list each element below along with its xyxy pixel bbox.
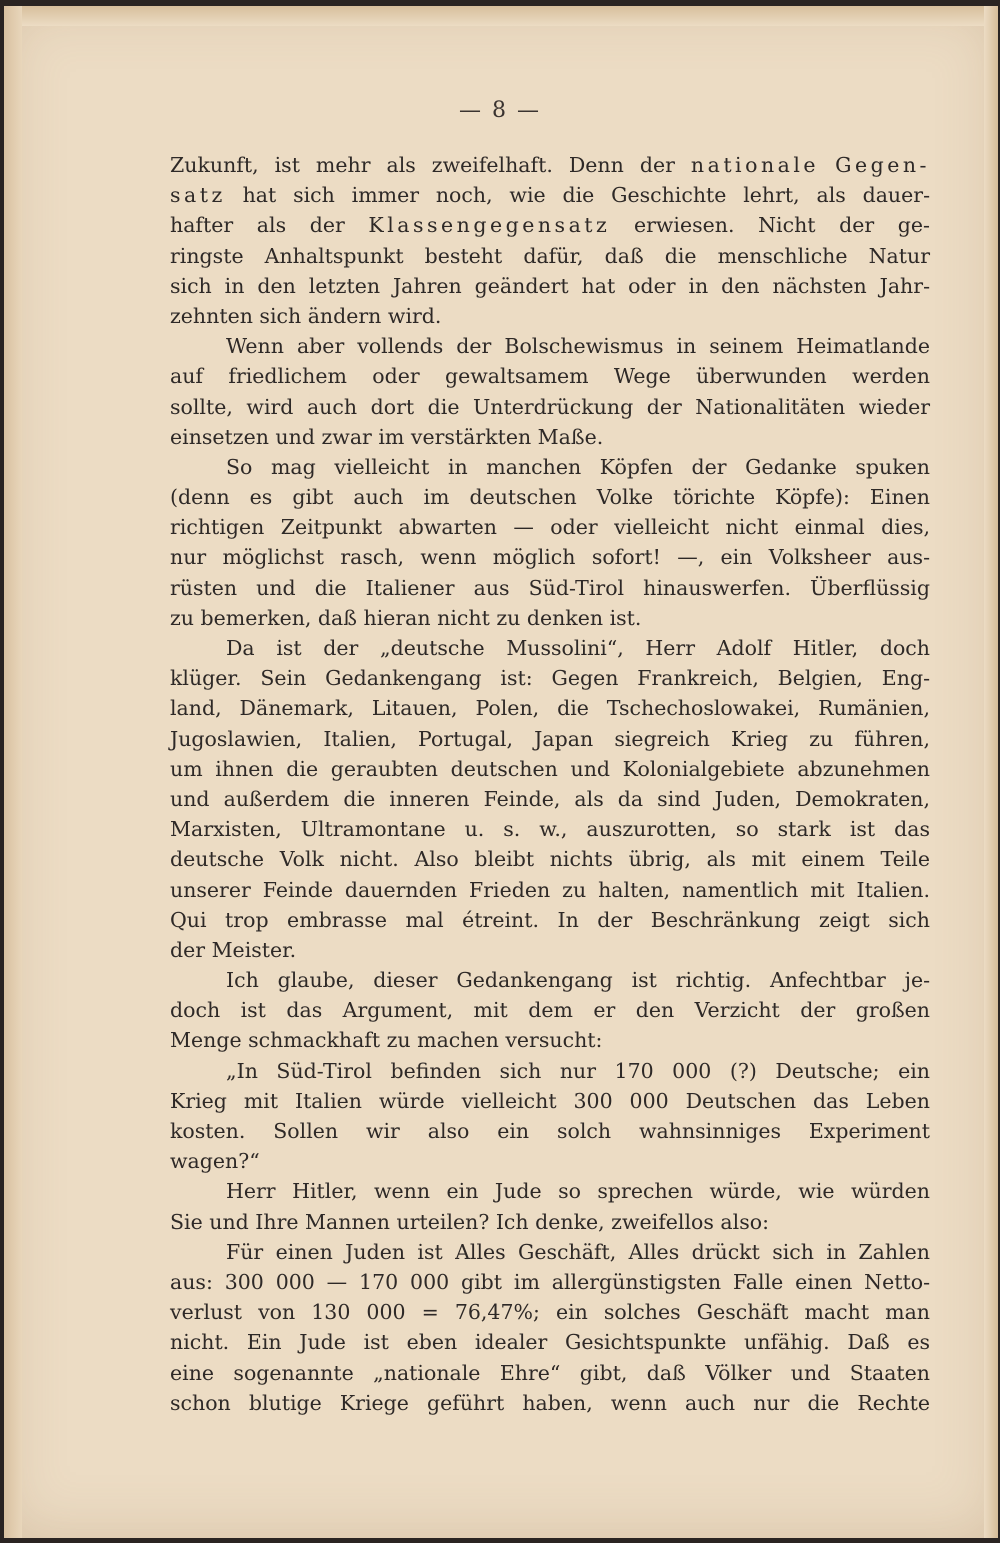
- text-line: [170, 754, 930, 784]
- text-segment: Für einen Juden ist Alles Geschäft, Alles drückt sich in Zahlen: [226, 1239, 930, 1264]
- text-segment: „In Süd-Tirol befinden sich nur 170 000 (?) Deutsche; ein: [226, 1058, 930, 1083]
- text-line: [170, 1116, 930, 1146]
- text-segment: doch ist das Argument, mit dem er den Verzicht der großen: [170, 998, 930, 1023]
- text-line: [170, 1358, 930, 1388]
- text-segment: schon blutige Kriege geführt haben, wenn auch nur die Rechte: [170, 1390, 930, 1415]
- page-right-edge: [984, 6, 998, 1538]
- text-line: [170, 452, 930, 482]
- text-line: [170, 905, 930, 935]
- text-segment: wagen?“: [170, 1149, 260, 1174]
- text-segment: Marxisten, Ultramontane u. s. w., auszurotten, so stark ist das: [170, 817, 930, 842]
- text-line: [170, 331, 930, 361]
- text-segment: und außerdem die inneren Feinde, als da sind Juden, Demokraten,: [170, 786, 930, 811]
- text-line: [170, 1237, 930, 1267]
- text-segment: deutsche Volk nicht. Also bleibt nichts übrig, als mit einem Teile: [170, 847, 930, 872]
- spaced-emphasis: Gegen-: [835, 153, 930, 177]
- text-segment: sollte, wird auch dort die Unterdrückung der Nationalitäten wieder: [170, 394, 930, 419]
- text-line: [170, 603, 930, 633]
- text-line: [170, 1056, 930, 1086]
- text-segment: klüger. Sein Gedankengang ist: Gegen Frankreich, Belgien, Eng-: [170, 666, 930, 691]
- text-line: [170, 1086, 930, 1116]
- text-segment: sich in den letzten Jahren geändert hat oder in den nächsten Jahr-: [170, 273, 930, 298]
- text-line: [170, 301, 930, 331]
- text-line: [170, 422, 930, 452]
- text-segment: hafter als der: [170, 213, 369, 238]
- text-segment: Jugoslawien, Italien, Portugal, Japan siegreich Krieg zu führen,: [170, 726, 930, 751]
- text-segment: nicht. Ein Jude ist eben idealer Gesichtspunkte unfähig. Daß es: [170, 1330, 930, 1355]
- text-segment: Ich glaube, dieser Gedankengang ist richtig. Anfechtbar je-: [226, 968, 930, 993]
- text-segment: [819, 153, 835, 177]
- text-line: [170, 180, 930, 210]
- text-line: [170, 1025, 930, 1055]
- text-line: [170, 1297, 930, 1327]
- text-line: [170, 241, 930, 271]
- text-segment: unserer Feinde dauernden Frieden zu halten, namentlich mit Italien.: [170, 877, 930, 902]
- text-segment: Da ist der „deutsche Mussolini“, Herr Adolf Hitler, doch: [226, 636, 930, 660]
- text-line: [170, 1207, 930, 1237]
- text-segment: Sie und Ihre Mannen urteilen? Ich denke, zweifellos also:: [170, 1209, 769, 1234]
- text-line: [170, 1267, 930, 1297]
- text-segment: kosten. Sollen wir also ein solch wahnsinniges Experiment: [170, 1119, 930, 1143]
- text-line: [170, 150, 930, 180]
- text-segment: nur möglichst rasch, wenn möglich sofort! —, ein Volksheer aus-: [170, 545, 930, 570]
- text-segment: zu bemerken, daß hieran nicht zu denken ist.: [170, 605, 642, 630]
- text-line: [170, 633, 930, 663]
- text-segment: rüsten und die Italiener aus Süd-Tirol hinauswerfen. Überflüssig: [170, 575, 930, 600]
- spaced-emphasis: Klassengegensatz: [368, 213, 611, 238]
- text-line: [170, 724, 930, 754]
- text-segment: Qui trop embrasse mal étreint. In der Beschränkung zeigt sich: [170, 907, 930, 932]
- text-segment: auf friedlichem oder gewaltsamem Wege überwunden werden: [170, 364, 930, 389]
- text-line: [170, 935, 930, 965]
- text-segment: aus: 300 000 — 170 000 gibt im allergünstigsten Falle einen Netto-: [170, 1269, 930, 1294]
- text-segment: richtigen Zeitpunkt abwarten — oder vielleicht nicht einmal dies,: [170, 515, 930, 540]
- text-line: [170, 512, 930, 542]
- page-number: — 8 —: [459, 98, 541, 123]
- text-line: [170, 814, 930, 844]
- text-segment: Menge schmackhaft zu machen versucht:: [170, 1028, 603, 1053]
- text-segment: eine sogenannte „nationale Ehre“ gibt, daß Völker und Staaten: [170, 1360, 930, 1385]
- page-left-edge: [4, 6, 22, 1538]
- text-segment: hat sich immer noch, wie die Geschichte lehrt, als dauer-: [225, 183, 930, 208]
- text-segment: um ihnen die geraubten deutschen und Kolonialgebiete abzunehmen: [170, 756, 930, 781]
- text-line: [170, 392, 930, 422]
- text-line: [170, 542, 930, 572]
- body-text: [170, 150, 930, 1418]
- text-segment: So mag vielleicht in manchen Köpfen der Gedanke spuken: [226, 454, 930, 479]
- text-segment: Wenn aber vollends der Bolschewismus in seinem Heimatlande: [226, 334, 930, 359]
- spaced-emphasis: satz: [170, 183, 226, 208]
- text-segment: ringste Anhaltspunkt besteht dafür, daß die menschliche Natur: [170, 243, 930, 268]
- text-segment: Zukunft, ist mehr als zweifelhaft. Denn der: [170, 153, 691, 177]
- text-line: [170, 1146, 930, 1176]
- text-line: [170, 1327, 930, 1357]
- text-line: [170, 784, 930, 814]
- page-top-edge: [4, 6, 998, 26]
- text-line: [170, 361, 930, 391]
- text-segment: (denn es gibt auch im deutschen Volke törichte Köpfe): Einen: [170, 485, 930, 510]
- text-line: [170, 482, 930, 512]
- spaced-emphasis: nationale: [690, 153, 820, 177]
- text-segment: der Meister.: [170, 937, 297, 962]
- text-segment: land, Dänemark, Litauen, Polen, die Tschechoslowakei, Rumänien,: [170, 696, 930, 721]
- text-line: [170, 693, 930, 723]
- text-line: [170, 1176, 930, 1206]
- text-segment: Herr Hitler, wenn ein Jude so sprechen würde, wie würden: [226, 1179, 930, 1204]
- text-line: [170, 663, 930, 693]
- text-line: [170, 965, 930, 995]
- text-line: [170, 844, 930, 874]
- text-segment: zehnten sich ändern wird.: [170, 303, 442, 328]
- text-line: [170, 875, 930, 905]
- text-segment: erwiesen. Nicht der ge-: [610, 213, 930, 238]
- text-line: [170, 573, 930, 603]
- text-segment: Krieg mit Italien würde vielleicht 300 000 Deutschen das Leben: [170, 1088, 930, 1113]
- text-line: [170, 1388, 930, 1418]
- text-line: [170, 995, 930, 1025]
- text-line: [170, 271, 930, 301]
- text-line: [170, 210, 930, 240]
- text-segment: einsetzen und zwar im verstärkten Maße.: [170, 424, 604, 449]
- text-segment: verlust von 130 000 = 76,47%; ein solches Geschäft macht man: [170, 1300, 930, 1325]
